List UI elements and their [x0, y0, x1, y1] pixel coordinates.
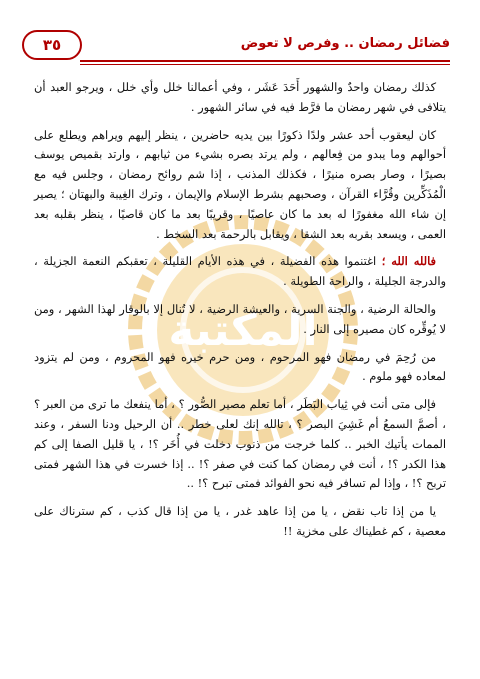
header-rule	[80, 60, 450, 62]
body-text	[34, 78, 446, 550]
paragraph-3	[34, 252, 446, 292]
header-rule-thin	[80, 64, 450, 65]
paragraph-4: والحالة الرضية ، والجنة السرية ، والعيشة الرضية ، لا تُنال إلا بالوقار لهذا الشهر ، ومن لا يُوقِّره كان مصيره إلى النار .	[34, 301, 446, 336]
paragraph-2: كان ليعقوب أحد عشر ولدًا ذكورًا بين يديه حاضرين ، ينظر إليهم ويراهم ويطلع على أحوالهم وما يبدو من فِعالهم ، ولم يرتد بصره بشيء من ثيابهم ، وارتد بقميص يوسف بصيرًا ، وصار بصره منيرًا ، فكذلك المذنب ، إذا شم روائح رمضان ، وجلس فيه مع الْمُذَكِّرين وقُرَّاء القرآن ، وصحبهم بشرط الإسلام والإيمان ، وترك الغِيبة والبهتان ؛ يصير إن شاء الله مغفورًا له بعد ما كان عاصيًا ، وقريبًا بعد ما كان قاصيًا ، ينظر بقلبه بعد العمى ، ويسعد بقربه بعد الشقا ، ويقابل بالرحمة بعد السخط .	[34, 127, 446, 241]
watermark-text: المكتبة	[168, 305, 318, 356]
paragraph-1: كذلك رمضان واحدٌ والشهور أَحَدَ عَشَر ، وفي أعمالنا خلل وأي خلل ، ويرجو العبد أن يتلافى في شهر رمضان ما فرَّط فيه في سائر الشهور .	[34, 80, 446, 114]
page-header	[22, 30, 450, 70]
chapter-title: فضائل رمضان .. وفرص لا تعوض	[240, 36, 450, 51]
paragraph-3-text: اغتنموا هذه الفضيلة ، في هذه الأيام القليلة ، تعقبكم النعمة الجزيلة ، والدرجة الجليلة ، والراحة الطويلة .	[34, 254, 446, 289]
paragraph-5: من رُحِمَ في رمضان فهو المرحوم ، ومن حرم خيره فهو المحروم ، ومن لم يتزود لمعاده فهو ملوم .	[34, 349, 446, 384]
paragraph-3-lead: فالله الله ؛	[381, 254, 436, 269]
page-number: ٣٥	[42, 36, 62, 54]
paragraph-7: يا من إذا تاب نقض ، يا من إذا عاهد غدر ، يا من إذا قال كذب ، كم سترناك على معصية ، كم غطيناك على مخزية !!	[34, 504, 446, 538]
paragraph-6: فإلى متى أنت في ثِياب البَطَر ، أما تعلم مصير الصُّور ؟ ، أما ينفعك ما ترى من العبر ؟ ، أصمَّ السمعُ أم غَشِيَ البصر ؟ ، تالله إنك لعلى خطر .. أن الرحيل ودنا السفر ، وعند الممات يأتيك الخبر .. كلما خرجت من ذنوب دخلت في أُخَر ؟! ، يا قليل الصفا إلى كم هذا الكدر ؟! ، أنت في رمضان كما كنت في صفر ؟! .. إذا خسرت في هذا الشهر فمتى تربح ؟! ، وإذا لم تسافر فيه نحو الفوائد فمتى تبرح ؟! ..	[34, 397, 446, 491]
page-number-badge	[22, 30, 82, 60]
